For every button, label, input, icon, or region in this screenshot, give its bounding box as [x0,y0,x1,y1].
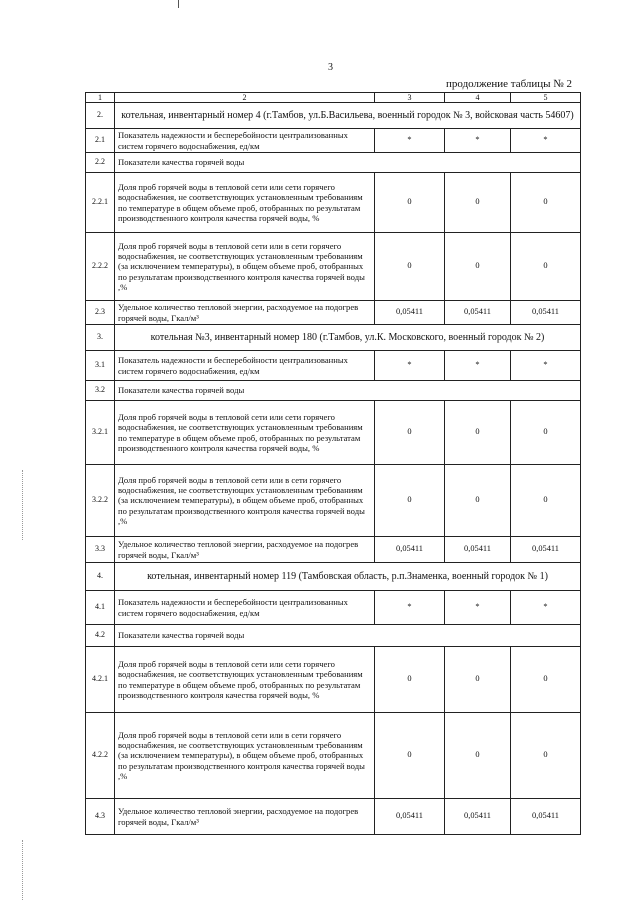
row-number: 4.3 [86,799,115,835]
indicator-value: 0,05411 [445,301,511,325]
header-cell: 4 [445,93,511,103]
row-number: 2.2.1 [86,173,115,233]
indicator-name: Доля проб горячей воды в тепловой сети или сети горячего водоснабжения, не соответствующих установленным требованиям по температуре в общем объеме проб, отобранных по результатам производственного контроля качества горячей воды, % [115,173,375,233]
indicator-value: 0 [375,173,445,233]
row-number: 3.3 [86,537,115,563]
indicator-value: 0,05411 [375,301,445,325]
indicator-value: 0 [445,233,511,301]
indicator-value: * [375,129,445,153]
indicator-value: 0 [445,647,511,713]
row-number: 3.2.2 [86,465,115,537]
indicator-value: 0 [445,713,511,799]
page-number: 3 [328,62,333,73]
indicator-name: Показатель надежности и бесперебойности централизованных систем горячего водоснабжения, ед/км [115,591,375,625]
indicator-value: 0,05411 [511,537,581,563]
indicator-value: 0,05411 [511,799,581,835]
table-row [86,625,581,647]
indicator-value: 0 [511,401,581,465]
margin-dots [22,470,24,540]
indicator-value: 0 [375,465,445,537]
indicator-value: * [445,591,511,625]
indicator-value: 0 [511,233,581,301]
row-number: 4.2.1 [86,647,115,713]
indicator-name: Удельное количество тепловой энергии, расходуемое на подогрев горячей воды, Гкал/м³ [115,799,375,835]
row-number: 3.2.1 [86,401,115,465]
indicator-value: 0 [375,401,445,465]
row-number: 4.2 [86,625,115,647]
row-number: 2.1 [86,129,115,153]
indicator-value: * [511,129,581,153]
indicator-value: 0 [511,465,581,537]
indicator-value: * [511,591,581,625]
row-number: 3. [86,325,115,351]
indicator-name: Показатель надежности и бесперебойности централизованных систем горячего водоснабжения, ед/км [115,129,375,153]
table-row [86,465,581,537]
header-cell: 2 [115,93,375,103]
indicator-value: * [375,351,445,381]
indicator-name: Удельное количество тепловой энергии, расходуемое на подогрев горячей воды, Гкал/м³ [115,537,375,563]
table-row [86,233,581,301]
table-row [86,647,581,713]
header-cell: 3 [375,93,445,103]
header-cell: 1 [86,93,115,103]
indicator-name: Доля проб горячей воды в тепловой сети или сети горячего водоснабжения, не соответствующих установленным требованиям по температуре в общем объеме проб, отобранных по результатам производственного контроля качества горячей воды, % [115,401,375,465]
subsection-title: Показатели качества горячей воды [115,625,581,647]
table-body [86,93,581,835]
indicator-value: 0,05411 [375,537,445,563]
row-number: 4. [86,563,115,591]
subsection-title: Показатели качества горячей воды [115,153,581,173]
indicator-name: Доля проб горячей воды в тепловой сети или сети горячего водоснабжения, не соответствующих установленным требованиям по температуре в общем объеме проб, отобранных по результатам производственного контроля качества горячей воды, % [115,647,375,713]
indicator-value: 0 [445,401,511,465]
table-row [86,173,581,233]
table-row [86,351,581,381]
row-number: 2. [86,103,115,129]
indicator-value: * [445,351,511,381]
table-row [86,591,581,625]
indicator-value: 0,05411 [445,799,511,835]
indicator-name: Показатель надежности и бесперебойности централизованных систем горячего водоснабжения, ед/км [115,351,375,381]
row-number: 2.2.2 [86,233,115,301]
table-row [86,401,581,465]
indicator-value: * [511,351,581,381]
table-row [86,129,581,153]
indicator-name: Доля проб горячей воды в тепловой сети или в сети горячего водоснабжения, не соответствующих установленным требованиям (за исключением температуры), в общем объеме проб, отобранных по результатам производственного контроля качества горячей воды ,% [115,233,375,301]
indicator-name: Доля проб горячей воды в тепловой сети или в сети горячего водоснабжения, не соответствующих установленным требованиям (за исключением температуры), в общем объеме проб, отобранных по результатам производственного контроля качества горячей воды ,% [115,713,375,799]
table-row [86,325,581,351]
boiler-section-title: котельная, инвентарный номер 4 (г.Тамбов, ул.Б.Васильева, военный городок № 3, войсковая часть 54607) [115,103,581,129]
indicator-value: * [375,591,445,625]
table-row [86,153,581,173]
indicator-value: 0 [375,647,445,713]
row-number: 2.3 [86,301,115,325]
table-row [86,537,581,563]
header-row [86,93,581,103]
boiler-section-title: котельная №3, инвентарный номер 180 (г.Тамбов, ул.К. Московского, военный городок № 2) [115,325,581,351]
header-cell: 5 [511,93,581,103]
indicator-value: 0 [511,173,581,233]
table-row [86,563,581,591]
indicator-value: 0,05411 [511,301,581,325]
indicators-table [85,92,581,835]
indicator-value: 0 [511,647,581,713]
table-row [86,301,581,325]
indicator-name: Удельное количество тепловой энергии, расходуемое на подогрев горячей воды, Гкал/м³ [115,301,375,325]
margin-dots [22,840,24,900]
indicator-name: Доля проб горячей воды в тепловой сети или в сети горячего водоснабжения, не соответствующих установленным требованиям (за исключением температуры), в общем объеме проб, отобранных по результатам производственного контроля качества горячей воды ,% [115,465,375,537]
row-number: 4.2.2 [86,713,115,799]
table-row [86,103,581,129]
indicator-value: 0,05411 [445,537,511,563]
subsection-title: Показатели качества горячей воды [115,381,581,401]
indicator-value: 0 [445,173,511,233]
table-row [86,713,581,799]
indicator-value: * [445,129,511,153]
indicator-value: 0 [511,713,581,799]
indicator-value: 0 [445,465,511,537]
table-row [86,381,581,401]
scan-mark [178,0,179,8]
indicator-value: 0 [375,713,445,799]
row-number: 2.2 [86,153,115,173]
table-continuation-label: продолжение таблицы № 2 [446,78,573,90]
indicator-value: 0,05411 [375,799,445,835]
row-number: 3.2 [86,381,115,401]
indicator-value: 0 [375,233,445,301]
row-number: 3.1 [86,351,115,381]
table-row [86,799,581,835]
row-number: 4.1 [86,591,115,625]
boiler-section-title: котельная, инвентарный номер 119 (Тамбовская область, р.п.Знаменка, военный городок № 1) [115,563,581,591]
